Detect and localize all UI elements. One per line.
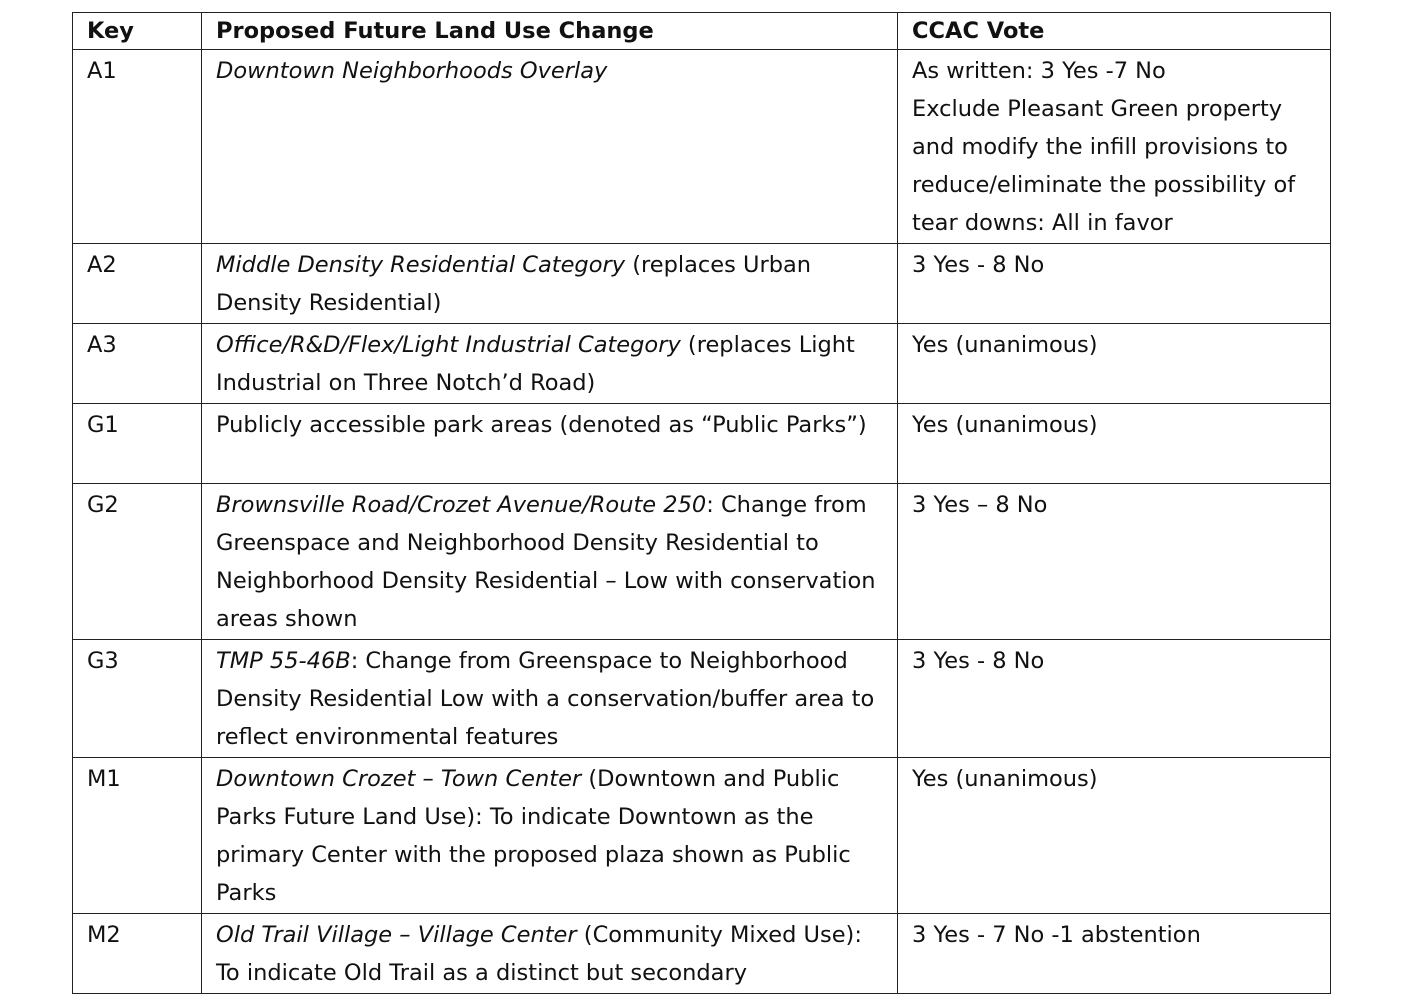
change-italic-text: Brownsville Road/Crozet Avenue/Route 250	[216, 492, 707, 518]
header-ccac-vote: CCAC Vote	[898, 13, 1331, 50]
row-vote	[898, 914, 1331, 994]
table-row	[73, 324, 1331, 404]
change-text: (Community Mixed Use): To indicate Old Trail as a distinct but secondary	[216, 922, 862, 986]
row-key: G1	[73, 404, 202, 484]
row-vote	[898, 404, 1331, 484]
row-change	[202, 244, 898, 324]
vote-text: Yes (unanimous)	[912, 412, 1098, 438]
row-key: A2	[73, 244, 202, 324]
change-italic-text: TMP 55-46B	[216, 648, 351, 674]
change-text: (Downtown and Public Parks Future Land Use): To indicate Downtown as the primary Center with the proposed plaza shown as Public Parks	[216, 766, 851, 906]
row-change	[202, 50, 898, 244]
row-key: G2	[73, 484, 202, 640]
table-row	[73, 914, 1331, 994]
row-key: M2	[73, 914, 202, 994]
row-vote	[898, 640, 1331, 758]
vote-text: 3 Yes - 8 No	[912, 252, 1045, 278]
vote-text: 3 Yes – 8 No	[912, 492, 1048, 518]
change-italic-text: Office/R&D/Flex/Light Industrial Category	[216, 332, 681, 358]
row-vote	[898, 758, 1331, 914]
header-key: Key	[73, 13, 202, 50]
row-key: A3	[73, 324, 202, 404]
table-row	[73, 640, 1331, 758]
row-change	[202, 404, 898, 484]
table-row	[73, 404, 1331, 484]
change-italic-text: Old Trail Village – Village Center	[216, 922, 577, 948]
row-key: G3	[73, 640, 202, 758]
change-italic-text: Middle Density Residential Category	[216, 252, 626, 278]
row-vote	[898, 244, 1331, 324]
change-italic-text: Downtown Neighborhoods Overlay	[216, 58, 608, 84]
table-row	[73, 758, 1331, 914]
row-vote	[898, 324, 1331, 404]
change-text: Publicly accessible park areas (denoted as “Public Parks”)	[216, 412, 867, 438]
change-italic-text: Downtown Crozet – Town Center	[216, 766, 582, 792]
change-text: (replaces Light Industrial on Three Notch’d Road)	[216, 332, 855, 396]
vote-text: Exclude Pleasant Green property and modify the infill provisions to reduce/eliminate the possibility of tear downs: All in favor	[912, 96, 1296, 236]
row-key: M1	[73, 758, 202, 914]
row-change	[202, 484, 898, 640]
row-vote	[898, 484, 1331, 640]
vote-text: Yes (unanimous)	[912, 332, 1098, 358]
land-use-vote-table	[72, 12, 1331, 994]
table-header-row	[73, 13, 1331, 50]
row-change	[202, 758, 898, 914]
table-row	[73, 244, 1331, 324]
table-row	[73, 484, 1331, 640]
row-change	[202, 324, 898, 404]
table-row	[73, 50, 1331, 244]
header-proposed-change: Proposed Future Land Use Change	[202, 13, 898, 50]
change-text: (replaces Urban Density Residential)	[216, 252, 812, 316]
row-change	[202, 914, 898, 994]
vote-text: 3 Yes - 7 No -1 abstention	[912, 922, 1201, 948]
change-text: : Change from Greenspace to Neighborhood Density Residential Low with a conservation/buffer area to reflect environmental features	[216, 648, 875, 750]
vote-text: As written: 3 Yes -7 No	[912, 58, 1166, 84]
vote-text: 3 Yes - 8 No	[912, 648, 1045, 674]
row-key: A1	[73, 50, 202, 244]
row-vote	[898, 50, 1331, 244]
row-change	[202, 640, 898, 758]
change-text: : Change from Greenspace and Neighborhood Density Residential to Neighborhood Density Residential – Low with conservation areas shown	[216, 492, 876, 632]
vote-text: Yes (unanimous)	[912, 766, 1098, 792]
